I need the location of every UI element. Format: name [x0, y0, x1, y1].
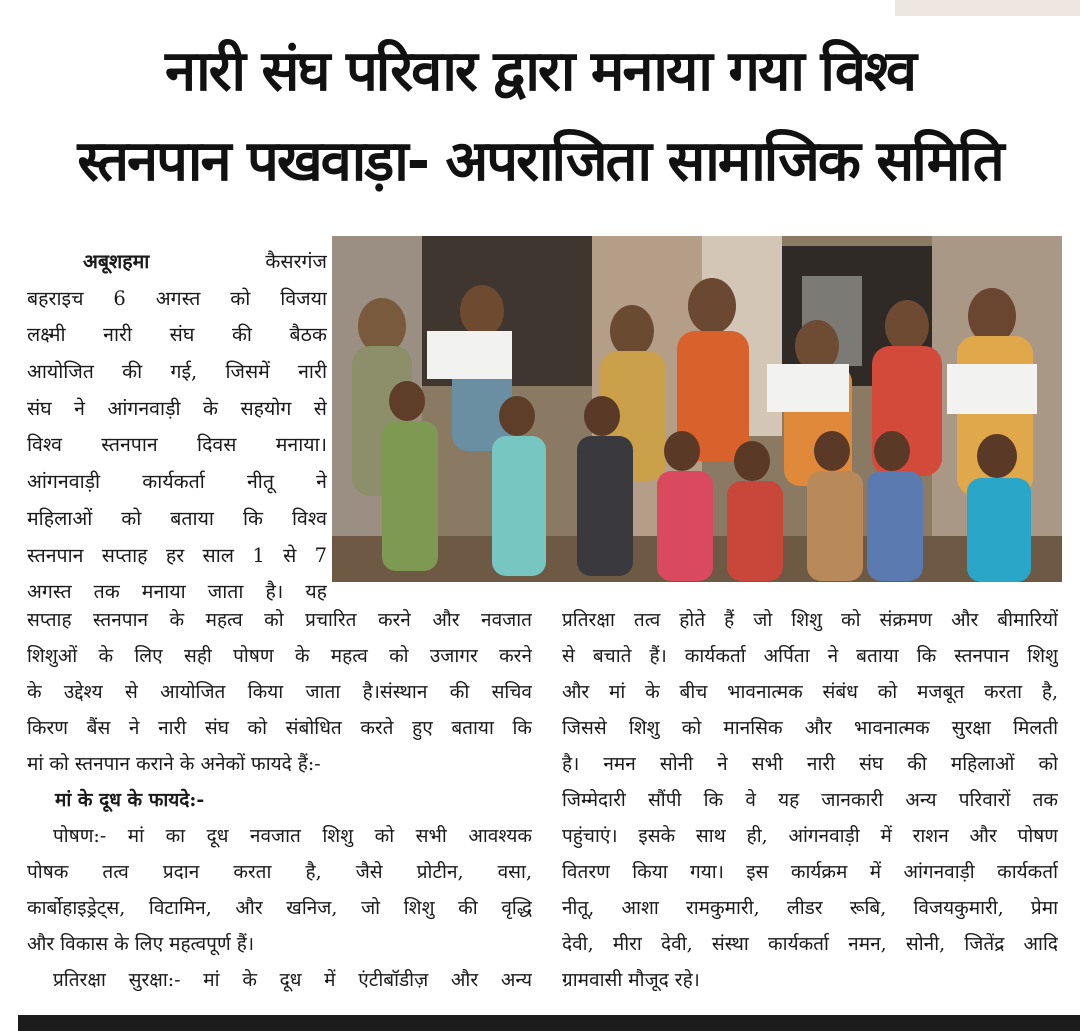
- intro-line: स्तनपान सप्ताह हर साल 1 से 7: [27, 543, 327, 567]
- body-line: कार्बोहाइड्रेट्स, विटामिन, और खनिज, जो शिशु की वृद्धि: [27, 897, 532, 919]
- intro-line: बहराइच 6 अगस्त को विजया: [27, 286, 327, 310]
- body-line: ग्रामवासी मौजूद रहे।: [562, 969, 700, 991]
- right-body-column: [562, 602, 1058, 998]
- body-line: प्रतिरक्षा तत्व होते हैं जो शिशु को संक्रमण और बीमारियों: [562, 609, 1058, 631]
- body-line: देवी, मीरा देवी, संस्था कार्यकर्ता नमन, सोनी, जितेंद्र आदि: [562, 933, 1058, 955]
- group-photo-icon: [332, 236, 1062, 582]
- intro-column: [27, 244, 327, 611]
- body-line: से बचाते हैं। कार्यकर्ता अर्पिता ने बताया कि स्तनपान शिशु: [562, 645, 1058, 667]
- body-line: पोषण:- मां का दूध नवजात शिशु को सभी आवश्यक: [53, 825, 532, 847]
- intro-line: आंगनवाड़ी कार्यकर्ता नीतू ने: [27, 470, 327, 494]
- body-line: पहुंचाएं। इसके साथ ही, आंगनवाड़ी में राशन और पोषण: [562, 825, 1058, 847]
- body-line: और मां के बीच भावनात्मक संबंध को मजबूत करता है,: [562, 681, 1058, 703]
- headline-line-2: स्तनपान पखवाड़ा- अपराजिता सामाजिक समिति: [77, 129, 1003, 194]
- group-photo: [332, 236, 1062, 582]
- body-line: जिम्मेदारी सौंपी कि वे यह जानकारी अन्य परिवारों तक: [562, 789, 1058, 811]
- body-line: के उद्देश्य से आयोजित किया जाता है।संस्थान की सचिव: [27, 681, 532, 703]
- intro-line: अगस्त तक मनाया जाता है। यह: [27, 580, 327, 604]
- intro-line: संघ ने आंगनवाड़ी के सहयोग से: [27, 396, 327, 420]
- body-line: नीतू, आशा रामकुमारी, लीडर रूबि, विजयकुमारी, प्रेमा: [562, 897, 1058, 919]
- body-line: है। नमन सोनी ने सभी नारी संघ की महिलाओं को: [562, 753, 1058, 775]
- adjacent-clipping: [895, 0, 1080, 16]
- body-line: किरण बैंस ने नारी संघ को संबोधित करते हुए बताया कि: [27, 717, 532, 739]
- body-line: पोषक तत्व प्रदान करता है, जैसे प्रोटीन, वसा,: [27, 861, 532, 883]
- body-line: जिससे शिशु को मानसिक और भावनात्मक सुरक्षा मिलती: [562, 717, 1058, 739]
- byline: अबूशहमा: [83, 250, 150, 273]
- body-line: और विकास के लिए महत्वपूर्ण हैं।: [27, 933, 255, 955]
- intro-line: महिलाओं को बताया कि विश्व: [27, 506, 327, 530]
- left-body-column: [27, 602, 532, 998]
- intro-line: लक्ष्मी नारी संघ की बैठक: [27, 323, 327, 347]
- body-line: सप्ताह स्तनपान के महत्व को प्रचारित करने और नवजात: [27, 609, 532, 631]
- intro-line: विश्व स्तनपान दिवस मनाया।: [27, 433, 327, 457]
- headline-line-1: नारी संघ परिवार द्वारा मनाया गया विश्व: [165, 39, 915, 104]
- body-line: शिशुओं के लिए सही पोषण के महत्व को उजागर करने: [27, 645, 532, 667]
- intro-line: आयोजित की गई, जिसमें नारी: [27, 360, 327, 384]
- body-line: मां को स्तनपान कराने के अनेकों फायदे हैं:-: [27, 753, 321, 775]
- dateline-place: कैसरगंज: [265, 250, 327, 273]
- intro-line: [27, 244, 327, 281]
- body-line: प्रतिरक्षा सुरक्षा:- मां के दूध में एंटीबॉडीज़ और अन्य: [53, 969, 532, 991]
- bottom-rule: [18, 1015, 1080, 1031]
- subheading: मां के दूध के फायदे:-: [55, 789, 205, 811]
- body-line: वितरण किया गया। इस कार्यक्रम में आंगनवाड़ी कार्यकर्ता: [562, 861, 1058, 883]
